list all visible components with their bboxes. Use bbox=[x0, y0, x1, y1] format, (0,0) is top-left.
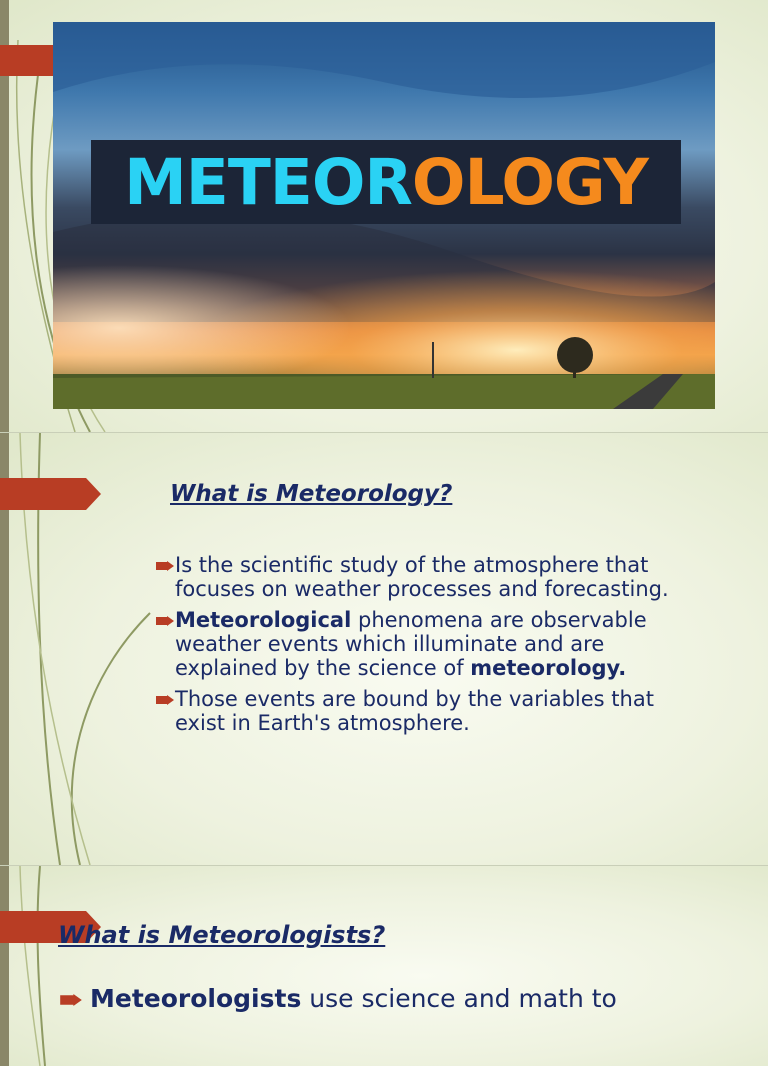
bullet-item bbox=[156, 553, 696, 601]
decorative-lines bbox=[0, 866, 110, 1066]
meteorology-title bbox=[91, 140, 681, 224]
bullet-item bbox=[156, 608, 696, 680]
title-part-2: OLOGY bbox=[411, 145, 648, 219]
accent-tab-arrow bbox=[0, 478, 102, 510]
bullet-text: phenomena are observable weather events which illuminate and are explained by the science of bbox=[175, 608, 647, 680]
slide-heading: What is Meteorology? bbox=[170, 481, 453, 507]
bullet-arrow-icon bbox=[156, 561, 174, 571]
bullet-bold: Meteorologists bbox=[90, 984, 302, 1013]
bullet-item bbox=[156, 687, 696, 735]
slide-title bbox=[0, 0, 768, 432]
bullet-list bbox=[156, 553, 696, 742]
bullet-arrow-icon bbox=[156, 695, 174, 705]
title-part-1: METEOR bbox=[124, 145, 412, 219]
bullet-bold: Meteorological bbox=[175, 608, 352, 632]
slide-what-is-meteorologists bbox=[0, 866, 768, 1066]
bullet-bold-tail: meteorology. bbox=[470, 656, 627, 680]
slide-what-is-meteorology bbox=[0, 433, 768, 865]
bullet-arrow-icon bbox=[60, 994, 82, 1006]
bullet-text: Is the scientific study of the atmosphere that focuses on weather processes and forecasting. bbox=[175, 553, 669, 601]
accent-tab bbox=[0, 45, 53, 76]
bullet-text: use science and math to bbox=[301, 984, 617, 1013]
bullet-item bbox=[60, 984, 750, 1013]
hero-banner bbox=[53, 22, 715, 409]
bullet-arrow-icon bbox=[156, 616, 174, 626]
bullet-text: Those events are bound by the variables that exist in Earth's atmosphere. bbox=[175, 687, 654, 735]
slide-heading: What is Meteorologists? bbox=[58, 921, 386, 949]
